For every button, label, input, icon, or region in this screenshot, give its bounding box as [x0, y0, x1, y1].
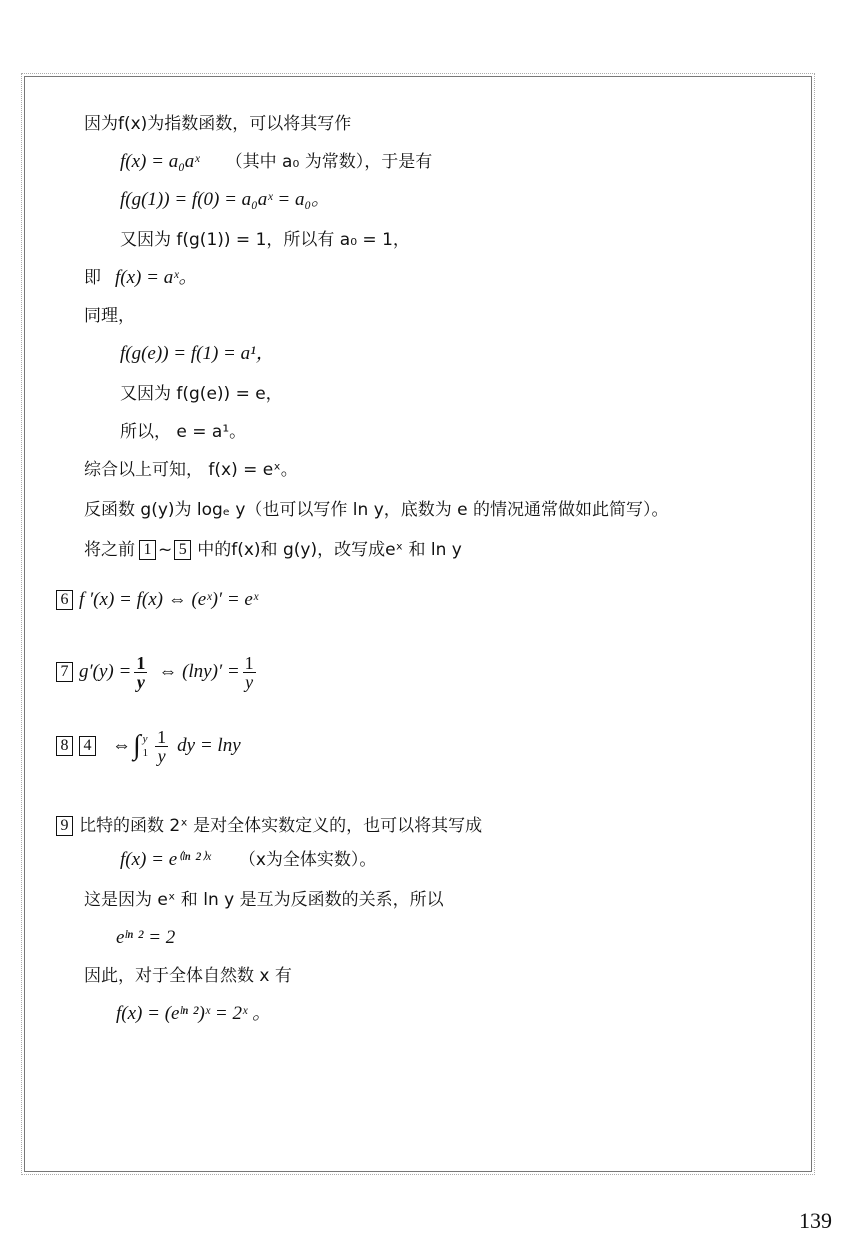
text-line-8: 又因为 f(g(e)) = e， [120, 384, 283, 404]
box-number-9: 9 [56, 816, 73, 836]
box-number-1: 1 [139, 540, 156, 560]
text-line-6: 同理， [84, 306, 135, 326]
equation-line-3: f(g(1)) = f(0) = a₀aˣ = a₀。 [120, 189, 331, 210]
equation-line-19: eˡⁿ ² = 2 [116, 927, 176, 948]
item-9: 9 比特的函数 2ˣ 是对全体实数定义的，也可以将其写成 [56, 814, 482, 838]
box-number-4: 4 [79, 736, 96, 756]
box-number-7: 7 [56, 662, 73, 682]
box-number-5: 5 [174, 540, 191, 560]
text-line-20: 因此，对于全体自然数 x 有 [84, 966, 292, 986]
box-number-6: 6 [56, 590, 73, 610]
text-line-11: 反函数 g(y)为 logₑ y（也可以写作 ln y，底数为 e 的情况通常做如此简写）。 [84, 500, 669, 520]
text-line-10: 综合以上可知， f(x) = eˣ。 [84, 460, 298, 480]
item-8: 8 4 ⇔ ∫ y 1 $\frac{1}{y}$ dy = lny [56, 724, 241, 768]
equation-line-5: 即 f(x) = aˣ。 [84, 267, 198, 288]
item-6: 6 f ′(x) = f(x) ⇔ (eˣ)′ = eˣ [56, 588, 258, 612]
text-line-18: 这是因为 eˣ 和 ln y 是互为反函数的关系，所以 [84, 890, 444, 910]
page-number: 139 [799, 1208, 832, 1233]
equation-line-21: f(x) = (eˡⁿ ²)ˣ = 2ˣ 。 [116, 1003, 272, 1024]
text-line-9: 所以， e = a¹。 [120, 422, 247, 442]
text-line-12: 将之前 1 ~ 5 中的f(x)和 g(y)，改写成eˣ 和 ln y [84, 540, 462, 560]
text-line-4: 又因为 f(g(1)) = 1，所以有 a₀ = 1， [120, 230, 410, 250]
equation-line-2: f(x) = a₀aˣ （其中 a₀ 为常数），于是有 [120, 151, 433, 172]
fraction-1-over-y-2: $\frac{1}{y}$ [244, 652, 254, 692]
fraction-1-over-y: $\frac{1}{y}$ [136, 652, 146, 692]
fraction-1-over-y-3: $\frac{1}{y}$ [157, 726, 167, 766]
integral-limits: y 1 [142, 733, 149, 759]
text-line-1: 因为f(x)为指数函数，可以将其写作 [84, 114, 352, 134]
box-number-8: 8 [56, 736, 73, 756]
item-7: 7 g′(y) = $\frac{1}{y}$ ⇔ (lny)′ = $\frac{1}{y}$ [56, 652, 259, 692]
equation-line-7: f(g(e)) = f(1) = a¹， [120, 343, 275, 364]
equation-line-17: f(x) = e⁽ˡⁿ ²⁾ˣ （x为全体实数）。 [120, 849, 377, 870]
integral-sign: ∫ [133, 730, 141, 761]
